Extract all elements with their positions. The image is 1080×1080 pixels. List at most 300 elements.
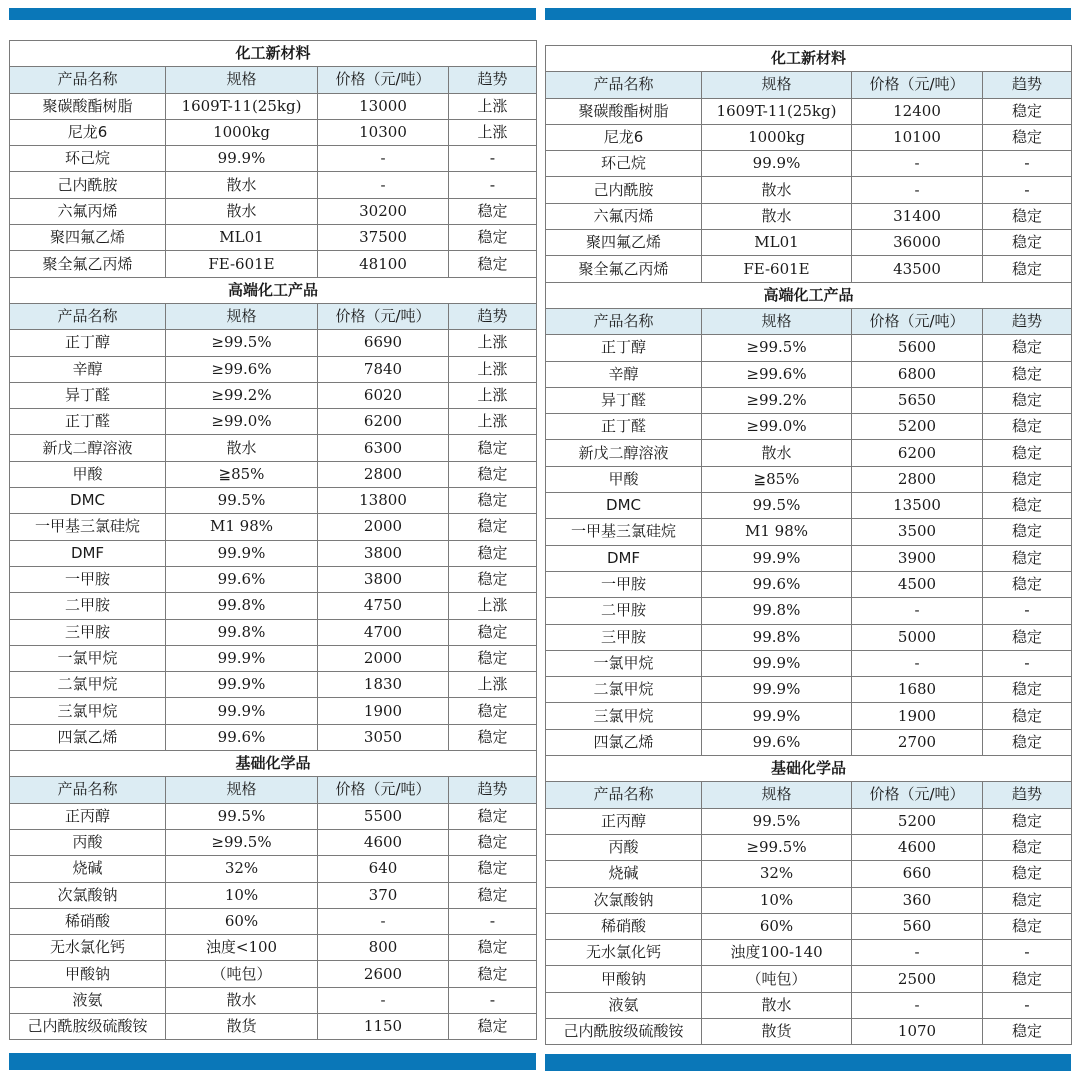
table-row — [10, 856, 537, 882]
spec-cell: 99.5% — [702, 808, 852, 834]
table-row — [546, 861, 1072, 887]
product-name-cell: 二氯甲烷 — [10, 672, 166, 698]
price-cell: 13500 — [852, 493, 983, 519]
spec-cell: 32% — [702, 861, 852, 887]
table-row — [546, 98, 1072, 124]
price-cell: 4750 — [318, 593, 449, 619]
spec-cell: FE-601E — [166, 251, 318, 277]
table-row — [10, 566, 537, 592]
price-cell: 6800 — [852, 361, 983, 387]
section-title-row — [10, 41, 537, 67]
product-name-cell: 稀硝酸 — [546, 913, 702, 939]
section-title: 化工新材料 — [546, 46, 1072, 72]
table-row — [546, 177, 1072, 203]
table-row — [546, 703, 1072, 729]
price-cell: 1900 — [852, 703, 983, 729]
trend-cell: 稳定 — [983, 887, 1072, 913]
spec-cell: 散货 — [166, 1013, 318, 1039]
header-spec: 规格 — [166, 303, 318, 329]
price-cell: 5200 — [852, 808, 983, 834]
header-price: 价格（元/吨） — [318, 777, 449, 803]
table-row — [546, 729, 1072, 755]
price-cell: 4600 — [852, 834, 983, 860]
spec-cell: ≥99.5% — [702, 335, 852, 361]
spec-cell: 散水 — [702, 203, 852, 229]
price-cell: 37500 — [318, 225, 449, 251]
trend-cell: 稳定 — [449, 698, 537, 724]
product-name-cell: 一甲基三氯硅烷 — [10, 514, 166, 540]
trend-cell: 稳定 — [983, 1018, 1072, 1044]
trend-cell: - — [983, 177, 1072, 203]
trend-cell: 稳定 — [983, 913, 1072, 939]
product-name-cell: 甲酸 — [546, 466, 702, 492]
spec-cell: 99.6% — [166, 724, 318, 750]
product-name-cell: 辛醇 — [10, 356, 166, 382]
table-row — [10, 461, 537, 487]
product-name-cell: 正丙醇 — [10, 803, 166, 829]
trend-cell: 稳定 — [449, 619, 537, 645]
table-row — [10, 435, 537, 461]
trend-cell: 稳定 — [449, 540, 537, 566]
price-cell: - — [852, 940, 983, 966]
table-row — [546, 887, 1072, 913]
table-row — [546, 519, 1072, 545]
trend-cell: 稳定 — [983, 361, 1072, 387]
header-price: 价格（元/吨） — [318, 67, 449, 93]
trend-cell: 稳定 — [983, 493, 1072, 519]
section-title-row — [10, 751, 537, 777]
table-row — [546, 992, 1072, 1018]
header-trend: 趋势 — [983, 782, 1072, 808]
trend-cell: 稳定 — [449, 829, 537, 855]
top-accent-bar — [9, 8, 536, 20]
price-cell: 1070 — [852, 1018, 983, 1044]
trend-cell: 稳定 — [449, 461, 537, 487]
price-table — [545, 45, 1072, 1045]
table-row — [546, 124, 1072, 150]
header-trend: 趋势 — [449, 303, 537, 329]
spec-cell: （吨包） — [702, 966, 852, 992]
trend-cell: 稳定 — [983, 230, 1072, 256]
column-header-row — [10, 777, 537, 803]
product-name-cell: 正丁醛 — [10, 409, 166, 435]
price-cell: 13000 — [318, 93, 449, 119]
price-cell: 2600 — [318, 961, 449, 987]
spec-cell: 99.6% — [702, 729, 852, 755]
product-name-cell: 次氯酸钠 — [10, 882, 166, 908]
price-cell: 3900 — [852, 545, 983, 571]
table-row — [10, 882, 537, 908]
price-cell: 360 — [852, 887, 983, 913]
spec-cell: 99.9% — [166, 645, 318, 671]
product-name-cell: 一甲基三氯硅烷 — [546, 519, 702, 545]
product-name-cell: 三甲胺 — [10, 619, 166, 645]
product-name-cell: 四氯乙烯 — [10, 724, 166, 750]
spec-cell: 1609T-11(25kg) — [166, 93, 318, 119]
price-cell: 6690 — [318, 330, 449, 356]
price-cell: 13800 — [318, 488, 449, 514]
trend-cell: - — [983, 598, 1072, 624]
product-name-cell: 己内酰胺级硫酸铵 — [546, 1018, 702, 1044]
price-cell: 660 — [852, 861, 983, 887]
table-row — [10, 119, 537, 145]
price-cell: 2800 — [852, 466, 983, 492]
trend-cell: - — [983, 650, 1072, 676]
section-title: 高端化工产品 — [10, 277, 537, 303]
spec-cell: 99.8% — [702, 598, 852, 624]
product-name-cell: 聚全氟乙丙烯 — [546, 256, 702, 282]
spec-cell: 10% — [166, 882, 318, 908]
trend-cell: 稳定 — [449, 961, 537, 987]
header-trend: 趋势 — [449, 67, 537, 93]
header-spec: 规格 — [702, 72, 852, 98]
trend-cell: 上涨 — [449, 382, 537, 408]
product-name-cell: 尼龙6 — [546, 124, 702, 150]
table-row — [546, 545, 1072, 571]
spec-cell: 99.9% — [702, 151, 852, 177]
product-name-cell: 次氯酸钠 — [546, 887, 702, 913]
price-cell: - — [852, 650, 983, 676]
spec-cell: 浊度<100 — [166, 935, 318, 961]
trend-cell: - — [983, 151, 1072, 177]
spec-cell: 99.9% — [702, 677, 852, 703]
spec-cell: M1 98% — [702, 519, 852, 545]
header-product-name: 产品名称 — [546, 72, 702, 98]
spec-cell: ≥99.5% — [702, 834, 852, 860]
spec-cell: 99.5% — [702, 493, 852, 519]
spec-cell: 散水 — [702, 177, 852, 203]
price-cell: 5200 — [852, 414, 983, 440]
price-cell: - — [852, 598, 983, 624]
product-name-cell: 聚四氟乙烯 — [10, 225, 166, 251]
product-name-cell: 环己烷 — [546, 151, 702, 177]
price-cell: 370 — [318, 882, 449, 908]
product-name-cell: 新戊二醇溶液 — [546, 440, 702, 466]
header-spec: 规格 — [702, 308, 852, 334]
price-cell: - — [852, 992, 983, 1018]
column-header-row — [546, 308, 1072, 334]
header-price: 价格（元/吨） — [852, 782, 983, 808]
section-title: 高端化工产品 — [546, 282, 1072, 308]
trend-cell: 稳定 — [983, 124, 1072, 150]
product-name-cell: 聚全氟乙丙烯 — [10, 251, 166, 277]
price-cell: 4700 — [318, 619, 449, 645]
product-name-cell: 三氯甲烷 — [10, 698, 166, 724]
trend-cell: 上涨 — [449, 356, 537, 382]
spec-cell: 散水 — [166, 987, 318, 1013]
spec-cell: 60% — [166, 908, 318, 934]
product-name-cell: 甲酸钠 — [10, 961, 166, 987]
spec-cell: M1 98% — [166, 514, 318, 540]
column-header-row — [10, 67, 537, 93]
table-row — [546, 834, 1072, 860]
section-title-row — [546, 46, 1072, 72]
product-name-cell: 己内酰胺 — [546, 177, 702, 203]
spec-cell: 1609T-11(25kg) — [702, 98, 852, 124]
price-cell: 7840 — [318, 356, 449, 382]
table-row — [10, 198, 537, 224]
spec-cell: 60% — [702, 913, 852, 939]
trend-cell: 稳定 — [983, 545, 1072, 571]
price-cell: 1150 — [318, 1013, 449, 1039]
product-name-cell: 无水氯化钙 — [10, 935, 166, 961]
section-title: 基础化学品 — [10, 751, 537, 777]
table-row — [10, 146, 537, 172]
product-name-cell: 正丁醇 — [546, 335, 702, 361]
trend-cell: 稳定 — [449, 1013, 537, 1039]
trend-cell: 稳定 — [449, 803, 537, 829]
spec-cell: ≥99.5% — [166, 330, 318, 356]
product-name-cell: 液氨 — [546, 992, 702, 1018]
product-name-cell: 己内酰胺 — [10, 172, 166, 198]
table-row — [546, 571, 1072, 597]
price-cell: 30200 — [318, 198, 449, 224]
spec-cell: ≥99.5% — [166, 829, 318, 855]
price-cell: 12400 — [852, 98, 983, 124]
spec-cell: ≥99.2% — [166, 382, 318, 408]
table-row — [546, 598, 1072, 624]
spec-cell: 99.9% — [702, 545, 852, 571]
header-trend: 趋势 — [449, 777, 537, 803]
trend-cell: 稳定 — [449, 435, 537, 461]
trend-cell: 稳定 — [983, 414, 1072, 440]
product-name-cell: 三甲胺 — [546, 624, 702, 650]
trend-cell: 稳定 — [449, 514, 537, 540]
price-cell: 43500 — [852, 256, 983, 282]
table-row — [546, 808, 1072, 834]
trend-cell: 稳定 — [449, 225, 537, 251]
product-name-cell: 稀硝酸 — [10, 908, 166, 934]
price-cell: 6020 — [318, 382, 449, 408]
table-row — [10, 593, 537, 619]
trend-cell: 稳定 — [449, 882, 537, 908]
spec-cell: 99.8% — [166, 593, 318, 619]
spec-cell: （吨包） — [166, 961, 318, 987]
spec-cell: 1000kg — [702, 124, 852, 150]
table-row — [546, 624, 1072, 650]
price-cell: 2800 — [318, 461, 449, 487]
product-name-cell: 甲酸钠 — [546, 966, 702, 992]
table-row — [10, 514, 537, 540]
trend-cell: - — [449, 908, 537, 934]
product-name-cell: 烧碱 — [546, 861, 702, 887]
trend-cell: - — [983, 940, 1072, 966]
trend-cell: 上涨 — [449, 593, 537, 619]
table-row — [546, 493, 1072, 519]
trend-cell: 稳定 — [983, 98, 1072, 124]
price-cell: 5500 — [318, 803, 449, 829]
trend-cell: - — [449, 987, 537, 1013]
table-row — [10, 356, 537, 382]
trend-cell: 上涨 — [449, 93, 537, 119]
spec-cell: ≧85% — [702, 466, 852, 492]
table-row — [10, 803, 537, 829]
table-row — [546, 335, 1072, 361]
product-name-cell: 异丁醛 — [546, 387, 702, 413]
header-spec: 规格 — [166, 777, 318, 803]
trend-cell: 稳定 — [983, 808, 1072, 834]
spec-cell: ≥99.2% — [702, 387, 852, 413]
trend-cell: - — [449, 172, 537, 198]
price-cell: - — [318, 172, 449, 198]
price-cell: 48100 — [318, 251, 449, 277]
spec-cell: 99.9% — [166, 540, 318, 566]
trend-cell: 稳定 — [983, 966, 1072, 992]
price-cell: 640 — [318, 856, 449, 882]
price-cell: 2700 — [852, 729, 983, 755]
spec-cell: ≧85% — [166, 461, 318, 487]
price-cell: - — [318, 987, 449, 1013]
trend-cell: 稳定 — [449, 645, 537, 671]
bottom-accent-bar — [9, 1053, 536, 1070]
trend-cell: 上涨 — [449, 672, 537, 698]
price-cell: 36000 — [852, 230, 983, 256]
product-name-cell: 丙酸 — [10, 829, 166, 855]
trend-cell: 稳定 — [983, 861, 1072, 887]
product-name-cell: 二甲胺 — [10, 593, 166, 619]
trend-cell: 稳定 — [449, 935, 537, 961]
price-cell: 2000 — [318, 645, 449, 671]
spec-cell: 99.8% — [166, 619, 318, 645]
table-row — [10, 724, 537, 750]
table-row — [546, 440, 1072, 466]
price-table — [9, 40, 537, 1040]
price-cell: 4600 — [318, 829, 449, 855]
trend-cell: 稳定 — [449, 724, 537, 750]
table-row — [10, 409, 537, 435]
spec-cell: 散货 — [702, 1018, 852, 1044]
product-name-cell: DMC — [10, 488, 166, 514]
price-cell: 3500 — [852, 519, 983, 545]
header-product-name: 产品名称 — [10, 777, 166, 803]
section-title: 基础化学品 — [546, 756, 1072, 782]
price-cell: 10300 — [318, 119, 449, 145]
trend-cell: 稳定 — [983, 624, 1072, 650]
spec-cell: ≥99.6% — [702, 361, 852, 387]
price-cell: - — [318, 146, 449, 172]
table-row — [10, 908, 537, 934]
spec-cell: 99.9% — [166, 146, 318, 172]
trend-cell: 稳定 — [449, 566, 537, 592]
trend-cell: 稳定 — [983, 703, 1072, 729]
trend-cell: 稳定 — [983, 440, 1072, 466]
product-name-cell: 烧碱 — [10, 856, 166, 882]
product-name-cell: 聚碳酸酯树脂 — [546, 98, 702, 124]
trend-cell: 稳定 — [449, 251, 537, 277]
table-row — [10, 987, 537, 1013]
header-product-name: 产品名称 — [546, 308, 702, 334]
table-row — [546, 966, 1072, 992]
table-row — [546, 414, 1072, 440]
spec-cell: 散水 — [702, 992, 852, 1018]
product-name-cell: 环己烷 — [10, 146, 166, 172]
table-row — [10, 488, 537, 514]
trend-cell: 上涨 — [449, 330, 537, 356]
price-cell: 1680 — [852, 677, 983, 703]
section-title-row — [10, 277, 537, 303]
spec-cell: ≥99.0% — [166, 409, 318, 435]
trend-cell: 上涨 — [449, 409, 537, 435]
spec-cell: 散水 — [166, 172, 318, 198]
product-name-cell: 新戊二醇溶液 — [10, 435, 166, 461]
header-product-name: 产品名称 — [10, 303, 166, 329]
product-name-cell: 一甲胺 — [10, 566, 166, 592]
product-name-cell: 无水氯化钙 — [546, 940, 702, 966]
price-cell: 31400 — [852, 203, 983, 229]
trend-cell: 稳定 — [983, 256, 1072, 282]
trend-cell: 稳定 — [983, 519, 1072, 545]
product-name-cell: 四氯乙烯 — [546, 729, 702, 755]
trend-cell: 稳定 — [449, 856, 537, 882]
price-cell: 5600 — [852, 335, 983, 361]
price-cell: 560 — [852, 913, 983, 939]
product-name-cell: 聚碳酸酯树脂 — [10, 93, 166, 119]
product-name-cell: 三氯甲烷 — [546, 703, 702, 729]
product-name-cell: 一氯甲烷 — [10, 645, 166, 671]
product-name-cell: 辛醇 — [546, 361, 702, 387]
header-trend: 趋势 — [983, 72, 1072, 98]
spec-cell: 99.8% — [702, 624, 852, 650]
price-cell: 3050 — [318, 724, 449, 750]
spec-cell: 散水 — [702, 440, 852, 466]
price-cell: 6200 — [852, 440, 983, 466]
spec-cell: 99.9% — [166, 672, 318, 698]
product-name-cell: 尼龙6 — [10, 119, 166, 145]
table-row — [10, 961, 537, 987]
table-row — [10, 1013, 537, 1039]
price-cell: 10100 — [852, 124, 983, 150]
trend-cell: 稳定 — [983, 203, 1072, 229]
product-name-cell: 己内酰胺级硫酸铵 — [10, 1013, 166, 1039]
price-cell: 2000 — [318, 514, 449, 540]
table-row — [10, 172, 537, 198]
trend-cell: 稳定 — [983, 729, 1072, 755]
product-name-cell: DMF — [546, 545, 702, 571]
header-spec: 规格 — [166, 67, 318, 93]
bottom-accent-bar — [545, 1054, 1071, 1071]
product-name-cell: 一氯甲烷 — [546, 650, 702, 676]
header-price: 价格（元/吨） — [852, 72, 983, 98]
table-row — [10, 672, 537, 698]
column-header-row — [546, 782, 1072, 808]
table-row — [10, 93, 537, 119]
top-accent-bar — [545, 8, 1071, 20]
spec-cell: 1000kg — [166, 119, 318, 145]
price-cell: 1900 — [318, 698, 449, 724]
table-row — [10, 251, 537, 277]
product-name-cell: 丙酸 — [546, 834, 702, 860]
product-name-cell: 六氟丙烯 — [10, 198, 166, 224]
trend-cell: 稳定 — [449, 198, 537, 224]
header-price: 价格（元/吨） — [852, 308, 983, 334]
table-row — [546, 650, 1072, 676]
spec-cell: FE-601E — [702, 256, 852, 282]
table-row — [546, 387, 1072, 413]
price-cell: 3800 — [318, 566, 449, 592]
spec-cell: 10% — [702, 887, 852, 913]
table-row — [10, 225, 537, 251]
header-product-name: 产品名称 — [546, 782, 702, 808]
table-row — [546, 361, 1072, 387]
price-cell: - — [318, 908, 449, 934]
table-row — [546, 203, 1072, 229]
spec-cell: 99.5% — [166, 803, 318, 829]
table-row — [10, 330, 537, 356]
price-cell: 800 — [318, 935, 449, 961]
spec-cell: 散水 — [166, 435, 318, 461]
trend-cell: - — [983, 992, 1072, 1018]
product-name-cell: 正丁醛 — [546, 414, 702, 440]
